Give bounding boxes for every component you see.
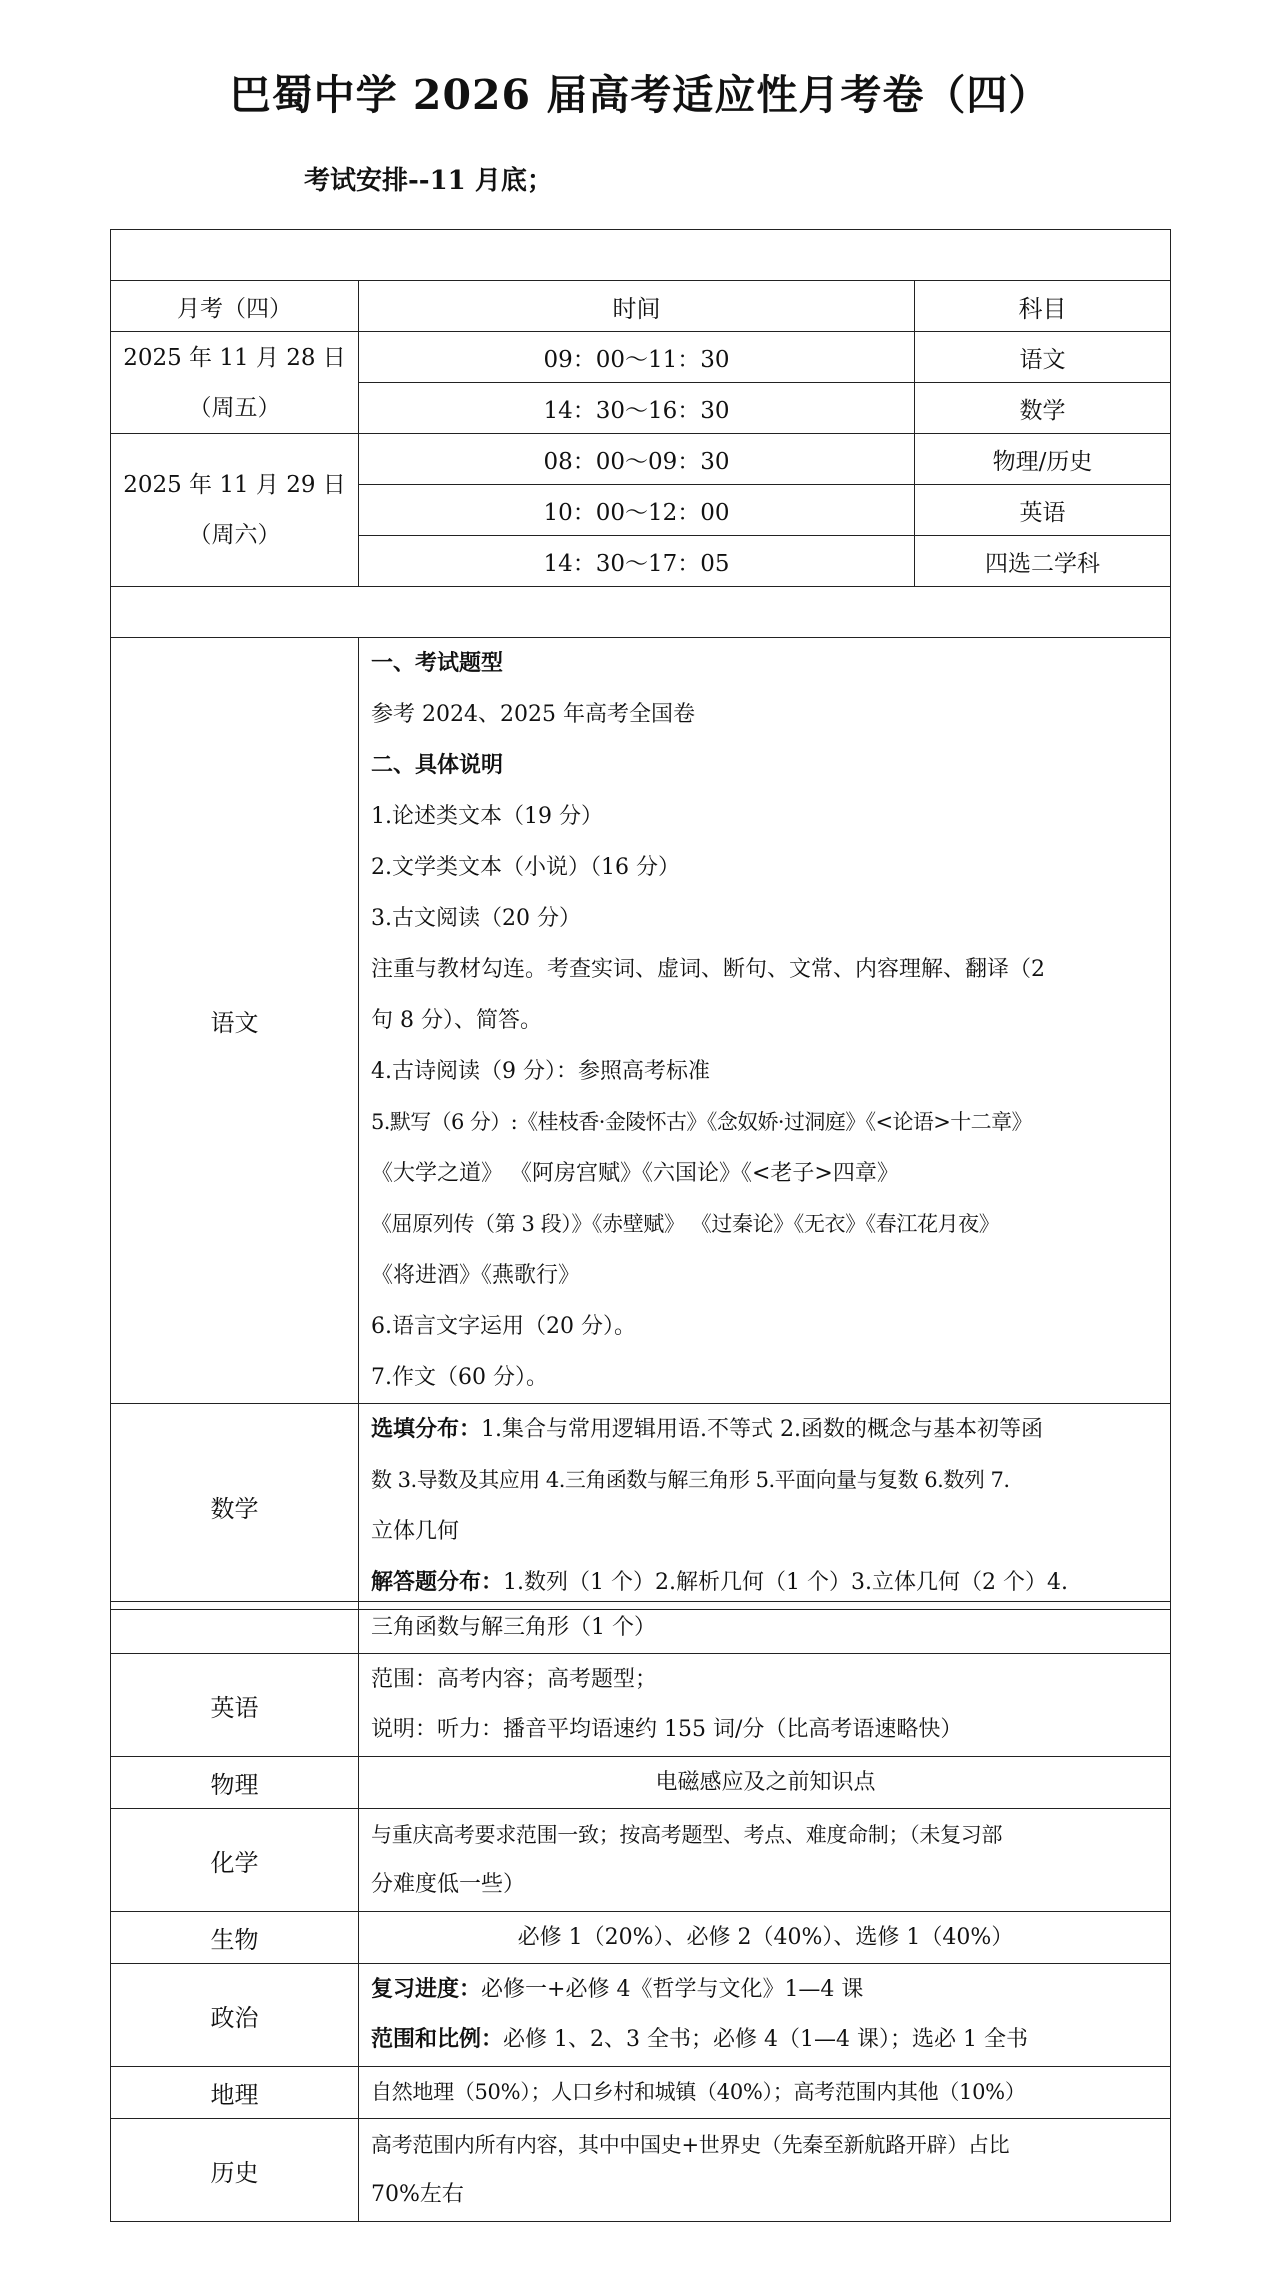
slot-subject: 英语 bbox=[915, 485, 1171, 536]
english-note-text: 听力：播音平均语速约 155 词/分（比高考语速略快） bbox=[437, 1717, 963, 1742]
chinese-line: 4.古诗阅读（9 分）：参照高考标准 bbox=[371, 1059, 710, 1084]
politics-scope-text: 必修 1、2、3 全书；必修 4（1—4 课）；选必 1 全书 bbox=[503, 2027, 1028, 2052]
chinese-line: 参考 2024、2025 年高考全国卷 bbox=[371, 702, 695, 727]
day-cell-1 bbox=[111, 332, 359, 434]
slot-subject: 数学 bbox=[915, 383, 1171, 434]
english-scope-text: 高考内容；高考题型； bbox=[437, 1667, 658, 1692]
exam-table-main bbox=[110, 229, 1171, 1610]
blank-row-middle bbox=[111, 587, 1171, 638]
subject-row-politics bbox=[111, 1964, 1171, 2067]
math-fill-label: 选填分布： bbox=[371, 1417, 482, 1442]
chinese-line: 一、考试题型 bbox=[371, 651, 504, 676]
subject-label-biology: 生物 bbox=[111, 1912, 359, 1964]
math-answer-label: 解答题分布： bbox=[371, 1570, 504, 1595]
chemistry-line: 分难度低一些） bbox=[371, 1872, 526, 1897]
subject-label-politics: 政治 bbox=[111, 1964, 359, 2067]
slot-time: 08：00～09：30 bbox=[359, 434, 915, 485]
subject-row-biology bbox=[111, 1912, 1171, 1964]
subject-row-chinese bbox=[111, 638, 1171, 1404]
math-fill-line: 立体几何 bbox=[371, 1519, 460, 1544]
subject-row-geography bbox=[111, 2067, 1171, 2119]
math-answer-text: 1.数列（1 个）2.解析几何（1 个）3.立体几何（2 个）4. bbox=[503, 1570, 1068, 1595]
slot-subject: 四选二学科 bbox=[915, 536, 1171, 587]
day-cell-2 bbox=[111, 434, 359, 587]
subject-row-english bbox=[111, 1654, 1171, 1757]
politics-progress-text: 必修一+必修 4《哲学与文化》1—4 课 bbox=[481, 1977, 864, 2002]
math-answer-continued: 三角函数与解三角形（1 个） bbox=[359, 1602, 1171, 1654]
english-scope bbox=[371, 1655, 1160, 1705]
history-line: 高考范围内所有内容，其中中国史+世界史（先秦至新航路开辟）占比 bbox=[371, 2133, 1010, 2157]
subject-label-chinese: 语文 bbox=[111, 638, 359, 1404]
math-continued-row bbox=[111, 1602, 1171, 1654]
subject-label-chemistry: 化学 bbox=[111, 1809, 359, 1912]
history-line: 70%左右 bbox=[371, 2182, 464, 2207]
subject-label-physics: 物理 bbox=[111, 1757, 359, 1809]
subject-label-english: 英语 bbox=[111, 1654, 359, 1757]
chinese-line: 《屈原列传（第 3 段）》《赤壁赋》 《过秦论》《无衣》《春江花月夜》 bbox=[371, 1212, 1000, 1236]
chemistry-line: 与重庆高考要求范围一致；按高考题型、考点、难度命制；（未复习部 bbox=[371, 1823, 1003, 1847]
blank-row-top bbox=[111, 230, 1171, 281]
biology-content: 必修 1（20%）、必修 2（40%）、选修 1（40%） bbox=[359, 1912, 1171, 1964]
schedule-row bbox=[111, 434, 1171, 485]
slot-time: 14：30～17：05 bbox=[359, 536, 915, 587]
schedule-header-row bbox=[111, 281, 1171, 332]
politics-content bbox=[359, 1964, 1171, 2067]
header-subject: 科目 bbox=[915, 281, 1171, 332]
day-date: 2025 年 11 月 28 日 bbox=[123, 344, 346, 371]
subject-row-history bbox=[111, 2119, 1171, 2222]
politics-progress bbox=[371, 1965, 1160, 2015]
english-scope-label: 范围： bbox=[371, 1667, 438, 1692]
chinese-line: 7.作文（60 分）。 bbox=[371, 1365, 548, 1390]
schedule-row bbox=[111, 332, 1171, 383]
slot-time: 09：00～11：30 bbox=[359, 332, 915, 383]
day-date: 2025 年 11 月 29 日 bbox=[123, 472, 346, 498]
chinese-content bbox=[359, 638, 1171, 1404]
subject-label-geography: 地理 bbox=[111, 2067, 359, 2119]
day-weekday: （周五） bbox=[188, 394, 281, 421]
chinese-line: 5.默写（6 分）:《桂枝香·金陵怀古》《念奴娇·过洞庭》《<论语>十二章》 bbox=[371, 1110, 1032, 1134]
geography-content: 自然地理（50%）；人口乡村和城镇（40%）；高考范围内其他（10%） bbox=[359, 2067, 1171, 2119]
math-fill-line bbox=[371, 1404, 1160, 1455]
math-fill-text: 1.集合与常用逻辑用语.不等式 2.函数的概念与基本初等函 bbox=[481, 1417, 1043, 1442]
english-note bbox=[371, 1705, 1160, 1755]
subject-row-math bbox=[111, 1404, 1171, 1610]
slot-subject: 物理/历史 bbox=[915, 434, 1171, 485]
chinese-line: 二、具体说明 bbox=[371, 753, 504, 778]
subject-label-history: 历史 bbox=[111, 2119, 359, 2222]
chinese-line: 《大学之道》 《阿房宫赋》《六国论》《<老子>四章》 bbox=[371, 1161, 899, 1186]
chinese-line: 3.古文阅读（20 分） bbox=[371, 906, 581, 931]
chinese-line: 2.文学类文本（小说）（16 分） bbox=[371, 855, 680, 880]
politics-scope bbox=[371, 2015, 1160, 2065]
politics-scope-label: 范围和比例： bbox=[371, 2027, 504, 2052]
chinese-line: 注重与教材勾连。考查实词、虚词、断句、文常、内容理解、翻译（2 bbox=[371, 957, 1045, 982]
chinese-line: 6.语言文字运用（20 分）。 bbox=[371, 1314, 636, 1339]
day-weekday: （周六） bbox=[188, 522, 281, 548]
chinese-line: 句 8 分）、简答。 bbox=[371, 1008, 542, 1033]
subject-label-math: 数学 bbox=[111, 1404, 359, 1610]
exam-table-continued bbox=[110, 1601, 1171, 2222]
subject-row-physics bbox=[111, 1757, 1171, 1809]
physics-content: 电磁感应及之前知识点 bbox=[359, 1757, 1171, 1809]
exam-arrangement: 考试安排--11 月底； bbox=[304, 166, 553, 196]
page-title: 巴蜀中学 2026 届高考适应性月考卷（四） bbox=[229, 71, 1051, 119]
header-time: 时间 bbox=[359, 281, 915, 332]
header-exam: 月考（四） bbox=[111, 281, 359, 332]
math-fill-line: 数 3.导数及其应用 4.三角函数与解三角形 5.平面向量与复数 6.数列 7. bbox=[371, 1468, 1010, 1492]
chinese-line: 《将进酒》《燕歌行》 bbox=[371, 1263, 581, 1288]
math-content bbox=[359, 1404, 1171, 1610]
slot-time: 10：00～12：00 bbox=[359, 485, 915, 536]
politics-progress-label: 复习进度： bbox=[371, 1977, 482, 2002]
chemistry-content bbox=[359, 1809, 1171, 1912]
history-content bbox=[359, 2119, 1171, 2222]
slot-subject: 语文 bbox=[915, 332, 1171, 383]
slot-time: 14：30～16：30 bbox=[359, 383, 915, 434]
subject-row-chemistry bbox=[111, 1809, 1171, 1912]
english-content bbox=[359, 1654, 1171, 1757]
chinese-line: 1.论述类文本（19 分） bbox=[371, 804, 603, 829]
english-note-label: 说明： bbox=[371, 1717, 438, 1742]
